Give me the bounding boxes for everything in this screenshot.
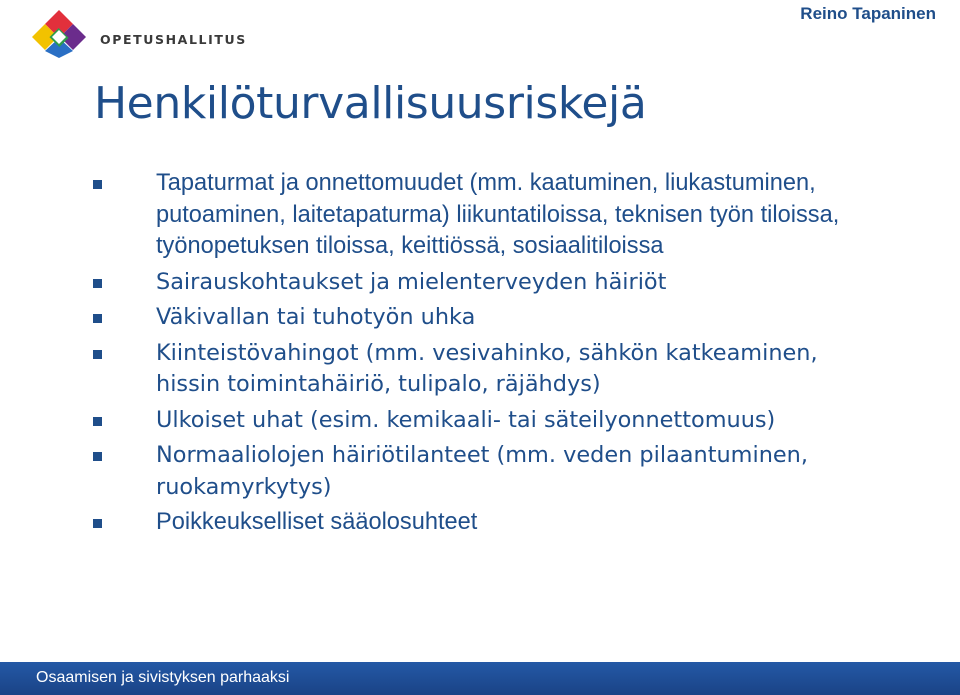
footer-bar bbox=[0, 662, 960, 695]
bullet-item bbox=[93, 507, 873, 539]
bullet-text: Kiinteistövahingot (mm. vesivahinko, sähkön katkeaminen, hissin toimintahäiriö, tulipalo, räjähdys) bbox=[156, 339, 818, 397]
square-bullet-icon bbox=[93, 519, 102, 528]
square-bullet-icon bbox=[93, 180, 102, 189]
bullet-text: Poikkeukselliset sääolosuhteet bbox=[156, 509, 478, 535]
bullet-item bbox=[93, 302, 873, 334]
bullet-item bbox=[93, 168, 873, 263]
bullet-text: Normaaliolojen häiriötilanteet (mm. veden pilaantuminen, ruokamyrkytys) bbox=[156, 442, 808, 500]
square-bullet-icon bbox=[93, 417, 102, 426]
square-bullet-icon bbox=[93, 350, 102, 359]
square-bullet-icon bbox=[93, 452, 102, 461]
bullet-item bbox=[93, 440, 873, 503]
bullet-text: Tapaturmat ja onnettomuudet (mm. kaatuminen, liukastuminen, putoaminen, laitetapaturma) liikuntatiloissa, teknisen työn tiloissa, työnopetuksen tiloissa, keittiössä, sosiaalitiloissa bbox=[156, 170, 840, 259]
bullet-list bbox=[93, 168, 873, 539]
square-bullet-icon bbox=[93, 314, 102, 323]
logo-text: OPETUSHALLITUS bbox=[100, 32, 247, 47]
logo-diamond-icon bbox=[30, 8, 90, 60]
bullet-item bbox=[93, 267, 873, 299]
footer-slogan: Osaamisen ja sivistyksen parhaaksi bbox=[36, 669, 290, 686]
bullet-text: Väkivallan tai tuhotyön uhka bbox=[156, 304, 476, 330]
slide-title: Henkilöturvallisuusriskejä bbox=[94, 78, 647, 129]
bullet-text: Sairauskohtaukset ja mielenterveyden häiriöt bbox=[156, 268, 667, 295]
bullet-item bbox=[93, 405, 873, 437]
bullet-text: Ulkoiset uhat (esim. kemikaali- tai säteilyonnettomuus) bbox=[156, 406, 776, 433]
opetushallitus-logo bbox=[30, 8, 247, 60]
author-name: Reino Tapaninen bbox=[800, 4, 936, 23]
bullet-item bbox=[93, 338, 873, 401]
square-bullet-icon bbox=[93, 279, 102, 288]
